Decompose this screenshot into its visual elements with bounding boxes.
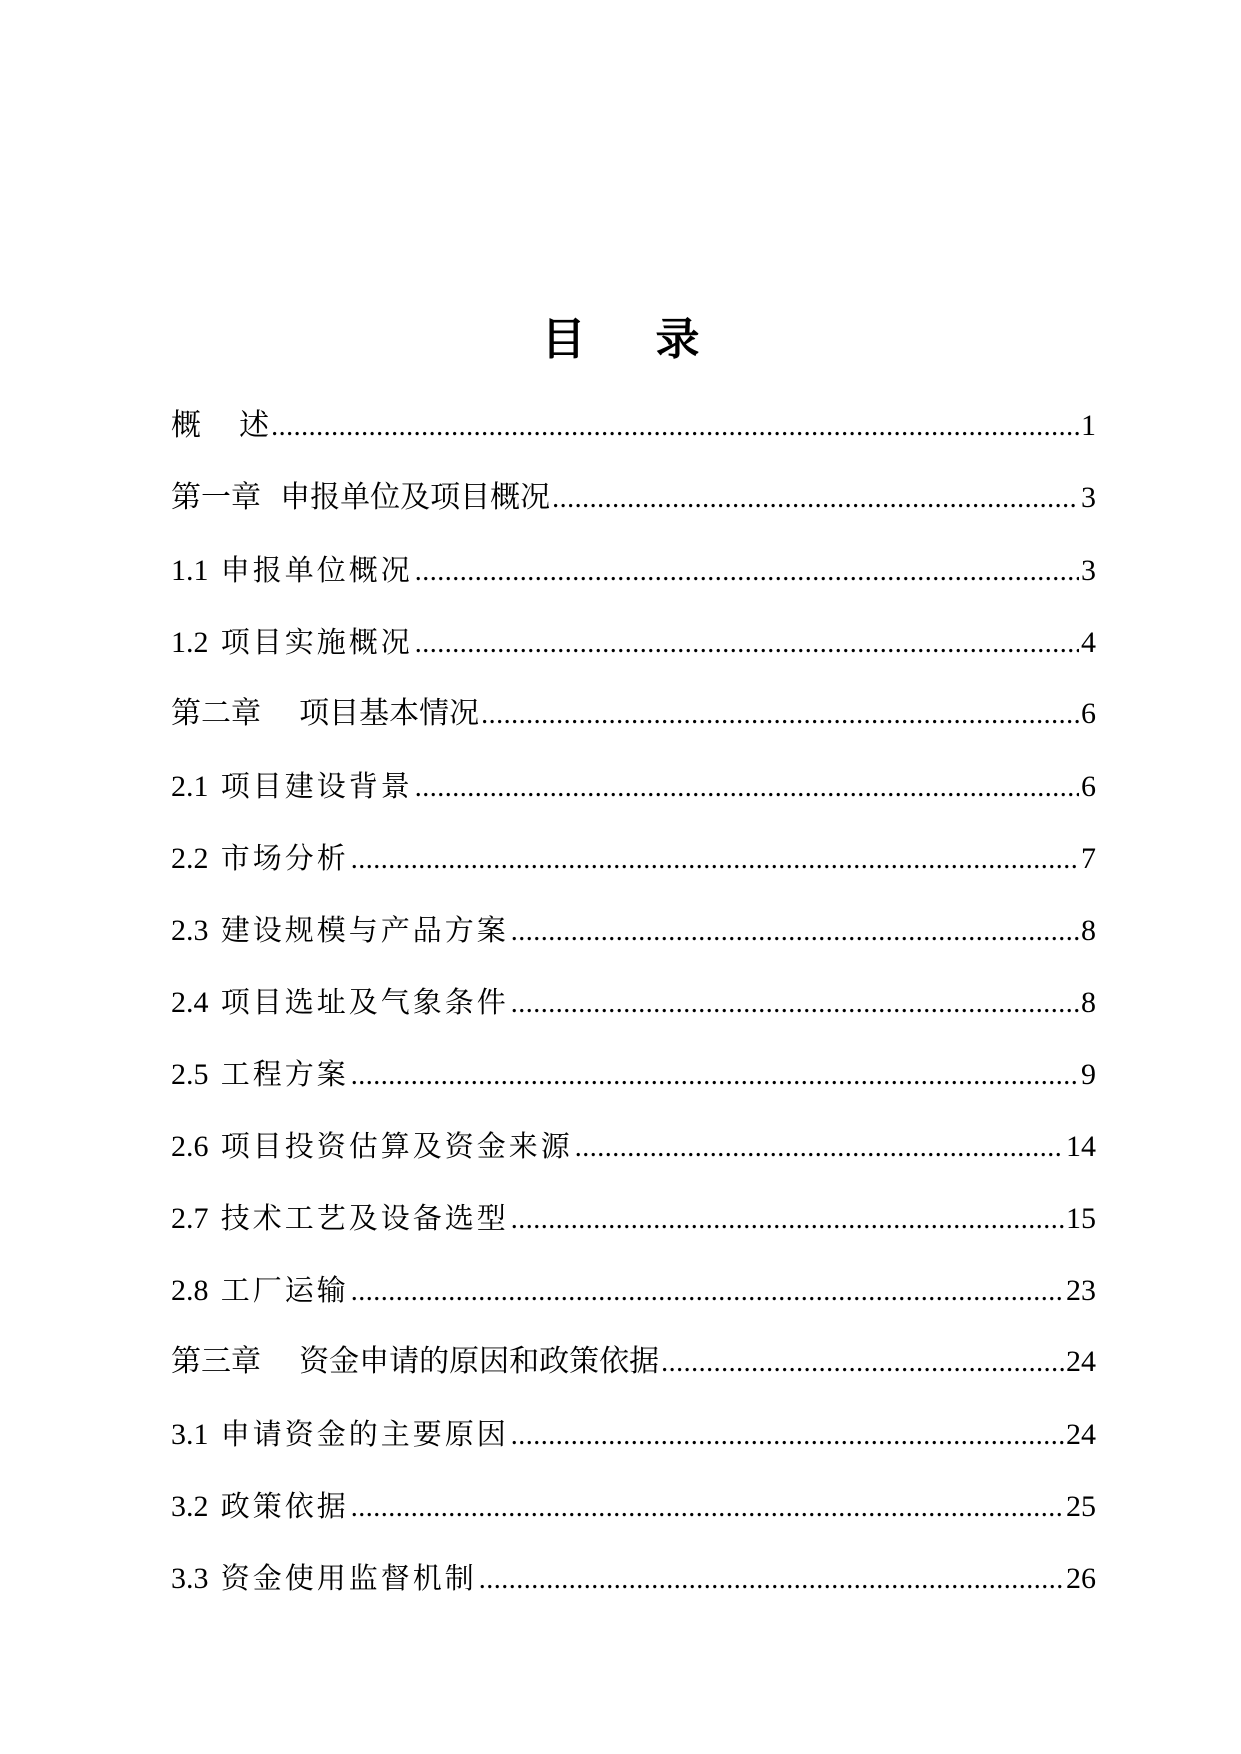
toc-entry-number: 1.2 <box>171 626 209 659</box>
toc-page-number: 24 <box>1066 1345 1096 1378</box>
toc-entry-number: 3.2 <box>171 1490 209 1523</box>
toc-entry-number: 2.4 <box>171 986 209 1019</box>
toc-entry-text: 项目选址及气象条件 <box>220 985 509 1019</box>
toc-entry-label <box>171 616 413 669</box>
toc-leader-dots <box>575 1122 1064 1174</box>
toc-entry-label <box>171 400 269 452</box>
toc-entry-label <box>171 760 413 813</box>
table-of-contents <box>171 400 1096 1624</box>
toc-entry-label <box>171 832 349 885</box>
toc-leader-dots <box>415 618 1079 670</box>
toc-entry-text: 第一章 申报单位及项目概况 <box>171 480 551 515</box>
toc-page-number: 3 <box>1081 554 1096 587</box>
toc-entry-label <box>171 1336 659 1388</box>
toc-page-number: 3 <box>1081 481 1096 514</box>
toc-entry[interactable] <box>171 1552 1096 1624</box>
toc-page-number: 15 <box>1066 1202 1096 1235</box>
toc-entry-label <box>171 544 413 597</box>
toc-entry-number: 3.3 <box>171 1562 209 1595</box>
toc-leader-dots <box>511 906 1079 958</box>
toc-page-number: 24 <box>1066 1418 1096 1451</box>
toc-entry-label <box>171 1408 509 1461</box>
toc-entry-number: 2.8 <box>171 1274 209 1307</box>
toc-entry-label <box>171 1120 573 1173</box>
toc-page-number: 8 <box>1081 986 1096 1019</box>
toc-page-number: 9 <box>1081 1058 1096 1091</box>
toc-entry[interactable] <box>171 472 1096 544</box>
toc-entry[interactable] <box>171 976 1096 1048</box>
toc-entry[interactable] <box>171 1408 1096 1480</box>
toc-page-number: 4 <box>1081 626 1096 659</box>
toc-leader-dots <box>351 1482 1064 1534</box>
toc-entry-text: 市场分析 <box>220 841 349 875</box>
toc-page-number: 25 <box>1066 1490 1096 1523</box>
toc-leader-dots <box>479 1554 1064 1606</box>
toc-page-number: 23 <box>1066 1274 1096 1307</box>
toc-entry-text: 工厂运输 <box>220 1273 349 1307</box>
toc-leader-dots <box>351 1050 1079 1102</box>
toc-entry-text: 技术工艺及设备选型 <box>220 1201 509 1235</box>
toc-entry-label <box>171 1264 349 1317</box>
page-title <box>0 310 1241 370</box>
toc-entry[interactable] <box>171 400 1096 472</box>
toc-entry-label <box>171 1192 509 1245</box>
toc-entry-label <box>171 472 550 524</box>
toc-leader-dots <box>661 1337 1064 1389</box>
toc-leader-dots <box>511 1194 1064 1246</box>
toc-entry-number: 3.1 <box>171 1418 209 1451</box>
toc-entry-number: 1.1 <box>171 554 209 587</box>
toc-entry-label <box>171 1552 477 1605</box>
toc-entry[interactable] <box>171 760 1096 832</box>
title-char-1: 目 <box>541 314 586 365</box>
toc-entry-number: 2.3 <box>171 914 209 947</box>
toc-entry-text: 项目实施概况 <box>220 625 413 659</box>
toc-entry[interactable] <box>171 688 1096 760</box>
toc-entry[interactable] <box>171 904 1096 976</box>
toc-entry[interactable] <box>171 1048 1096 1120</box>
toc-page-number: 1 <box>1081 409 1096 442</box>
toc-page-number: 6 <box>1081 770 1096 803</box>
toc-entry-text: 项目投资估算及资金来源 <box>220 1129 573 1163</box>
toc-entry-text: 第二章 项目基本情况 <box>171 696 480 731</box>
toc-entry-number: 2.1 <box>171 770 209 803</box>
toc-entry[interactable] <box>171 1120 1096 1192</box>
toc-entry[interactable] <box>171 1336 1096 1408</box>
toc-leader-dots <box>511 1410 1064 1462</box>
toc-entry-number: 2.7 <box>171 1202 209 1235</box>
toc-entry-text: 工程方案 <box>220 1057 349 1091</box>
toc-entry-number: 2.2 <box>171 842 209 875</box>
toc-page-number: 7 <box>1081 842 1096 875</box>
toc-leader-dots <box>481 689 1079 741</box>
toc-leader-dots <box>511 978 1079 1030</box>
toc-entry-number: 2.6 <box>171 1130 209 1163</box>
toc-leader-dots <box>351 1266 1064 1318</box>
toc-entry-text: 建设规模与产品方案 <box>220 913 509 947</box>
toc-page-number: 6 <box>1081 697 1096 730</box>
toc-entry-text: 申请资金的主要原因 <box>220 1417 509 1451</box>
toc-entry-text: 第三章 资金申请的原因和政策依据 <box>171 1344 660 1379</box>
toc-entry-number: 2.5 <box>171 1058 209 1091</box>
toc-entry-text: 项目建设背景 <box>220 769 413 803</box>
toc-leader-dots <box>271 401 1079 453</box>
toc-page-number: 26 <box>1066 1562 1096 1595</box>
toc-entry-label <box>171 976 509 1029</box>
toc-leader-dots <box>415 546 1079 598</box>
toc-entry-text: 资金使用监督机制 <box>220 1561 477 1595</box>
toc-entry-text: 概 述 <box>171 408 270 443</box>
toc-page-number: 14 <box>1066 1130 1096 1163</box>
toc-entry-label <box>171 1480 349 1533</box>
toc-entry-label <box>171 688 479 740</box>
toc-entry-label <box>171 1048 349 1101</box>
toc-entry[interactable] <box>171 1264 1096 1336</box>
toc-entry-text: 政策依据 <box>220 1489 349 1523</box>
toc-leader-dots <box>351 834 1079 886</box>
toc-entry-label <box>171 904 509 957</box>
toc-leader-dots <box>415 762 1079 814</box>
toc-page-number: 8 <box>1081 914 1096 947</box>
toc-leader-dots <box>552 473 1079 525</box>
toc-entry[interactable] <box>171 1480 1096 1552</box>
toc-entry[interactable] <box>171 1192 1096 1264</box>
toc-entry[interactable] <box>171 832 1096 904</box>
toc-entry-text: 申报单位概况 <box>220 553 413 587</box>
toc-entry[interactable] <box>171 616 1096 688</box>
toc-entry[interactable] <box>171 544 1096 616</box>
title-char-2: 录 <box>655 314 700 365</box>
